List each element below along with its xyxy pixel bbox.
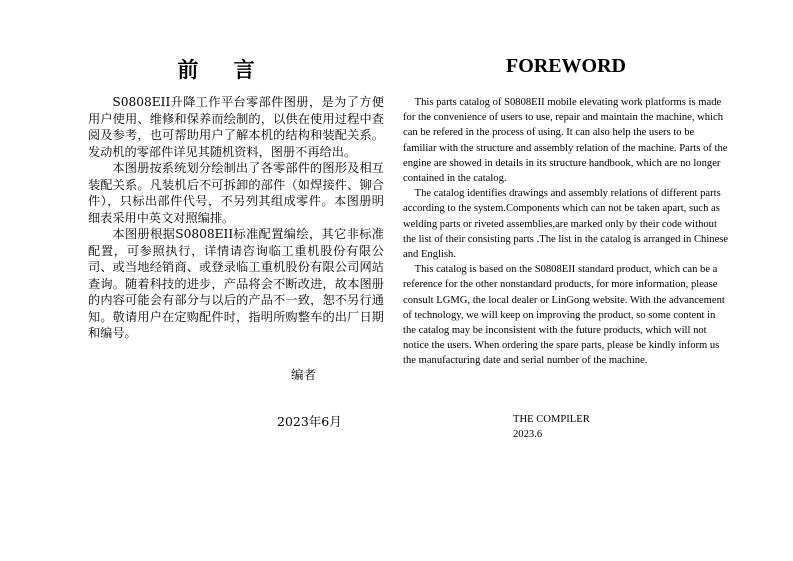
chinese-signature-label: 编者 — [291, 367, 317, 382]
chinese-title: 前 言 — [177, 57, 269, 82]
english-body — [403, 95, 729, 369]
english-paragraph-3: This catalog is based on the S0808EII standard product, which can be a reference for the other nonstandard products, for more information, please consult LGMG, the local dealer or LinGong website. With the advancement of technology, we will keep on improving the product, so some content in the catalog may be inconsistent with the future products, which will not notice the users. When ordering the spare parts, please be kindly inform us the manufacturing date and serial number of the machine. — [403, 264, 725, 367]
english-title: FOREWORD — [506, 55, 626, 77]
english-signature — [513, 412, 590, 442]
chinese-paragraph-2: 本图册按系统划分绘制出了各零部件的图形及相互装配关系。凡装机后不可拆卸的部件（如焊接件、铆合件），只标出部件代号，不另列其组成零件。本图册明细表采用中英文对照编排。 — [88, 161, 384, 225]
english-signature-label: THE COMPILER — [513, 414, 590, 425]
chinese-paragraph-1: S0808EII升降工作平台零部件图册，是为了方便用户使用、维修和保养而绘制的，以供在使用过程中查阅及参考，也可帮助用户了解本机的结构和装配关系。发动机的零部件详见其随机资料，图册不再给出。 — [88, 95, 384, 159]
english-paragraph-2: The catalog identifies drawings and assembly relations of different parts according to the system.Components which can not be taken apart, such as welding parts or riveted assemblies,are marked only by their code without the list of their consisting parts .The list in the catalog is arranged in Chinese and English. — [403, 188, 729, 261]
chinese-signature-date: 2023年6月 — [277, 414, 342, 429]
english-paragraph-1: This parts catalog of S0808EII mobile elevating work platforms is made for the convenience of users to use, repair and maintain the machine, which can be refered in the process of using. It can also help the users to be familiar with the structure and assembly relation of the machine. Parts of the engine are showed in details in its structure handbook, which are no longer contained in the catalog. — [403, 97, 728, 185]
chinese-body — [88, 94, 384, 342]
english-signature-date: 2023.6 — [513, 429, 543, 440]
chinese-paragraph-3: 本图册根据S0808EII标准配置编绘，其它非标准配置，可参照执行，详情请咨询临工重机股份有限公司、或当地经销商、或登录临工重机股份有限公司网站查询。随着科技的进步，产品将会不断改进，故本图册的内容可能会有部分与以后的产品不一致，恕不另行通知。敬请用户在定购配件时，指明所购整车的出厂日期和编号。 — [88, 227, 384, 340]
